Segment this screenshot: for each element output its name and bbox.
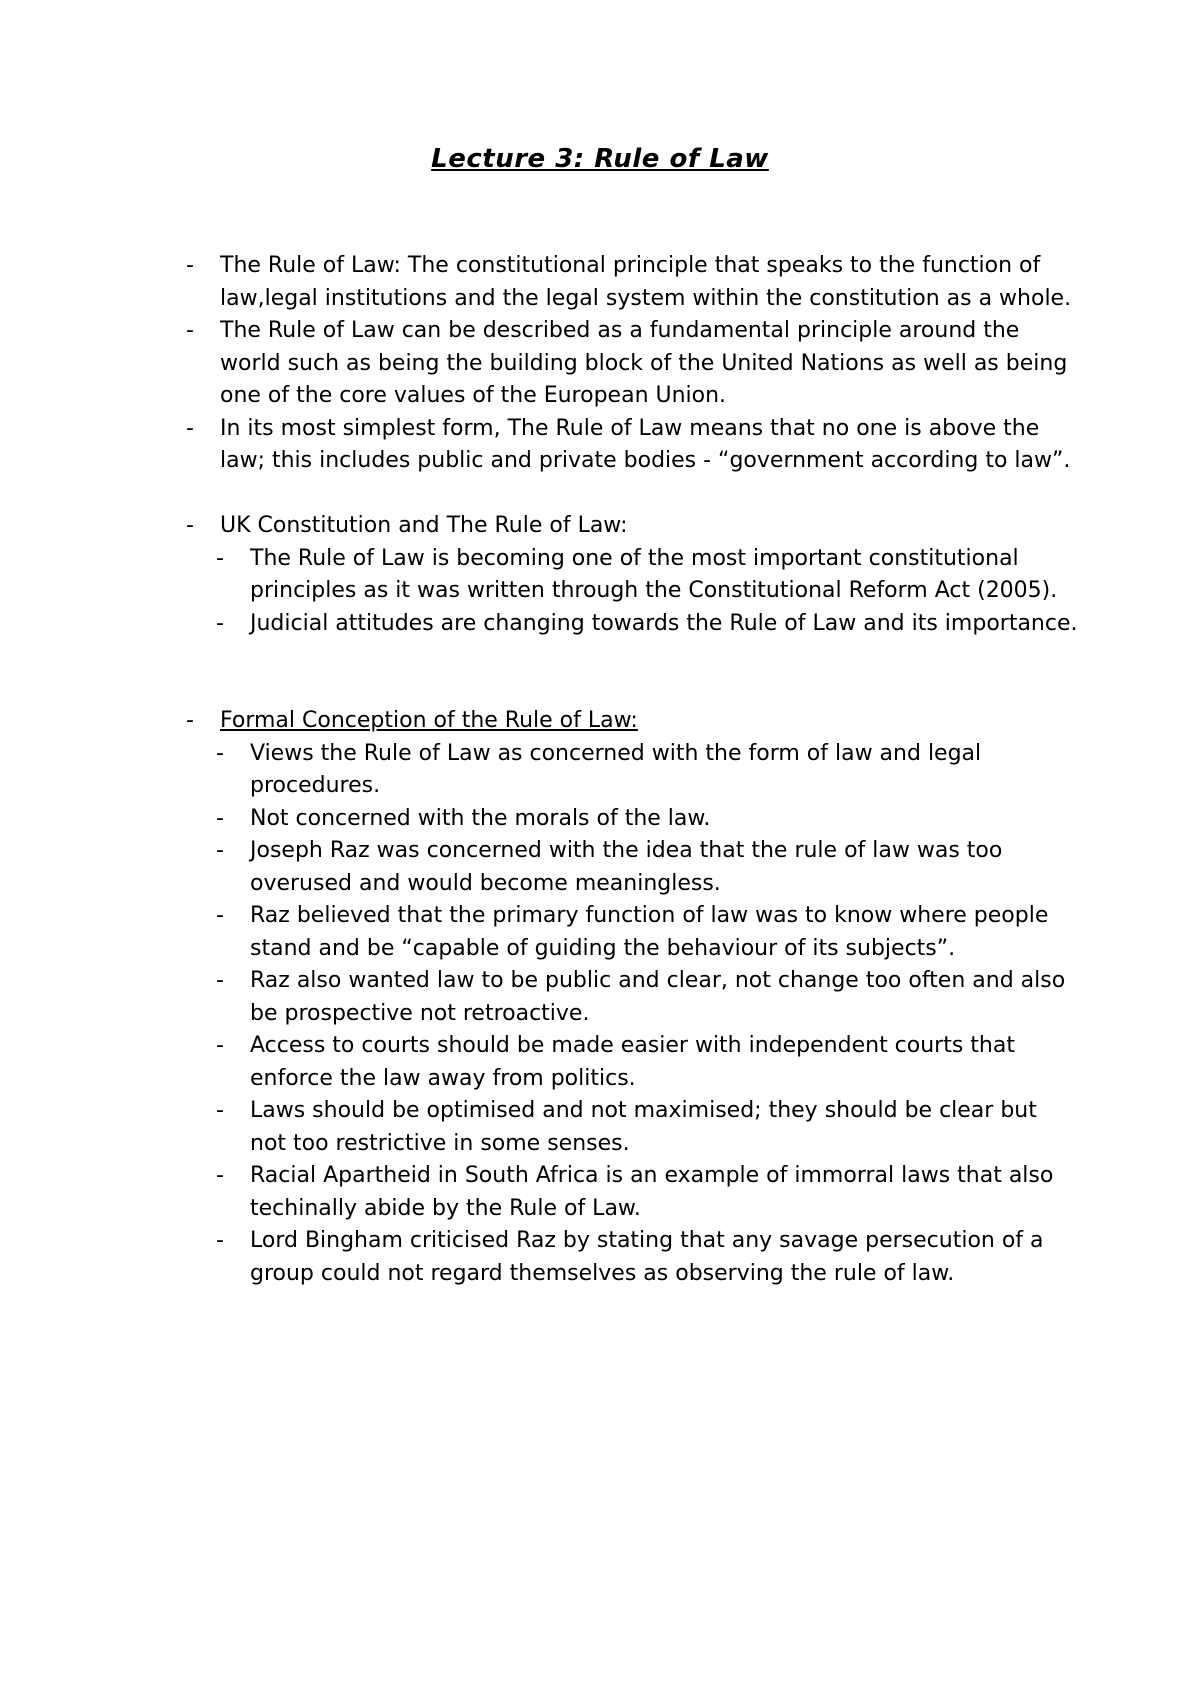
list-item: - The Rule of Law is becoming one of the most important constitutional principles as it was written through the Constitutional Reform Act (2005).	[178, 543, 1078, 608]
list-item: - Views the Rule of Law as concerned with the form of law and legal procedures.	[178, 738, 1078, 803]
main-list	[178, 250, 1078, 478]
list-item: - In its most simplest form, The Rule of Law means that no one is above the law; this includes public and private bodies - “government according to law”.	[178, 413, 1078, 478]
uk-section-points	[220, 543, 1078, 641]
formal-section-heading: Formal Conception of the Rule of Law:	[220, 708, 638, 733]
uk-section	[178, 510, 1078, 640]
page-title: Lecture 3: Rule of Law	[431, 144, 769, 174]
list-item: - Not concerned with the morals of the law.	[178, 803, 1078, 836]
uk-section-heading: UK Constitution and The Rule of Law:	[220, 513, 628, 538]
list-item: - Raz believed that the primary function of law was to know where people stand and be “capable of guiding the behaviour of its subjects”.	[178, 900, 1078, 965]
formal-section	[178, 705, 1078, 1290]
list-item: - Racial Apartheid in South Africa is an example of immorral laws that also techinally abide by the Rule of Law.	[178, 1160, 1078, 1225]
lecture-notes	[178, 250, 1078, 1290]
list-item: - Access to courts should be made easier with independent courts that enforce the law away from politics.	[178, 1030, 1078, 1095]
formal-section-points	[220, 738, 1078, 1291]
uk-section-list	[178, 510, 1078, 640]
list-item: - The Rule of Law: The constitutional principle that speaks to the function of law,legal institutions and the legal system within the constitution as a whole.	[178, 250, 1078, 315]
list-item: - Lord Bingham criticised Raz by stating that any savage persecution of a group could not regard themselves as observing the rule of law.	[178, 1225, 1078, 1290]
list-item: - The Rule of Law can be described as a fundamental principle around the world such as being the building block of the United Nations as well as being one of the core values of the European Union.	[178, 315, 1078, 413]
formal-section-list	[178, 705, 1078, 1290]
list-item: - Judicial attitudes are changing towards the Rule of Law and its importance.	[178, 608, 1078, 641]
list-item: - Laws should be optimised and not maximised; they should be clear but not too restrictive in some senses.	[178, 1095, 1078, 1160]
list-item: - Raz also wanted law to be public and clear, not change too often and also be prospective not retroactive.	[178, 965, 1078, 1030]
list-item: - Joseph Raz was concerned with the idea that the rule of law was too overused and would become meaningless.	[178, 835, 1078, 900]
